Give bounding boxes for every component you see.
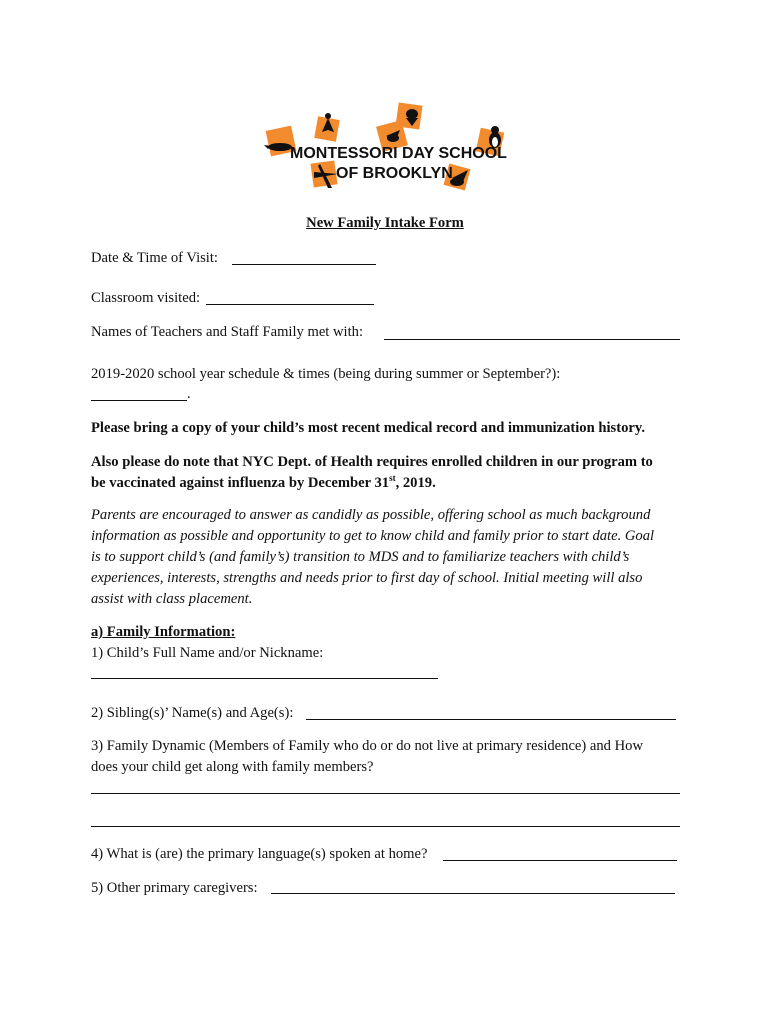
form-title: New Family Intake Form <box>306 215 464 231</box>
q3-label-line2: does your child get along with family members? <box>91 759 374 775</box>
date-time-label: Date & Time of Visit: <box>91 250 218 266</box>
school-logo <box>256 100 512 196</box>
medical-note: Please bring a copy of your child’s most recent medical record and immunization history. <box>91 420 645 436</box>
schedule-end: . <box>187 386 191 402</box>
flu-note-text: be vaccinated against influenza by December 31 <box>91 475 390 491</box>
logo-text-line2: OF BROOKLYN <box>336 165 453 182</box>
teachers-label: Names of Teachers and Staff Family met with: <box>91 324 364 340</box>
classroom-field[interactable] <box>206 304 374 305</box>
q2-label: 2) Sibling(s)’ Name(s) and Age(s): <box>91 705 294 721</box>
q4-field[interactable] <box>443 860 677 861</box>
logo-graphic <box>256 100 512 196</box>
intro-line-1: Parents are encouraged to answer as candidly as possible, offering school as much background <box>91 507 651 523</box>
schedule-field[interactable] <box>91 400 187 401</box>
q4-label: 4) What is (are) the primary language(s) spoken at home? <box>91 846 428 862</box>
logo-text-line1: MONTESSORI DAY SCHOOL <box>290 145 507 162</box>
schedule-label: 2019-2020 school year schedule & times (being during summer or September?): <box>91 366 561 382</box>
q2-field[interactable] <box>306 719 676 720</box>
flu-note-line1: Also please do note that NYC Dept. of Health requires enrolled children in our program to <box>91 454 653 470</box>
q1-label: 1) Child’s Full Name and/or Nickname: <box>91 645 324 661</box>
section-a-heading: a) Family Information: <box>91 624 236 640</box>
intro-line-5: assist with class placement. <box>91 591 253 607</box>
intro-line-3: is to support child’s (and family’s) transition to MDS and to familiarize teachers with child’s <box>91 549 630 565</box>
intro-line-2: information as possible and opportunity to get to know child and family prior to start date. Goal <box>91 528 655 544</box>
flu-note-sup: st <box>389 473 396 484</box>
q3-label-line1: 3) Family Dynamic (Members of Family who do or do not live at primary residence) and How <box>91 738 644 754</box>
date-time-field[interactable] <box>232 264 376 265</box>
q3-field-2[interactable] <box>91 826 680 827</box>
q1-field[interactable] <box>91 678 438 679</box>
q5-field[interactable] <box>271 893 675 894</box>
flu-note-year: , 2019. <box>395 475 436 491</box>
q3-field-1[interactable] <box>91 793 680 794</box>
teachers-field[interactable] <box>384 339 680 340</box>
classroom-label: Classroom visited: <box>91 290 201 306</box>
intro-line-4: experiences, interests, strengths and needs prior to first day of school. Initial meeting will also <box>91 570 643 586</box>
q5-label: 5) Other primary caregivers: <box>91 880 258 896</box>
flu-note-line2 <box>91 473 436 494</box>
